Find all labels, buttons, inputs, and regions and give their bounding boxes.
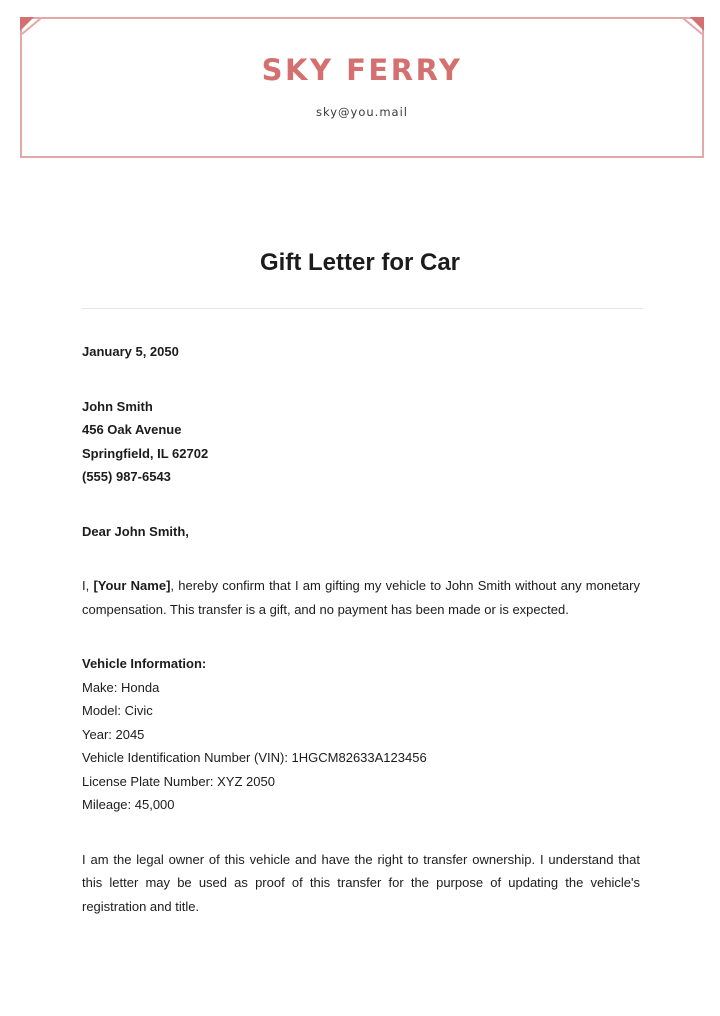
vehicle-info-heading: Vehicle Information: xyxy=(82,656,207,671)
brand-name: SKY FERRY xyxy=(261,53,463,87)
letter-body xyxy=(82,340,640,918)
title-divider xyxy=(82,308,643,309)
vehicle-vin: Vehicle Identification Number (VIN): 1HGCM82633A123456 xyxy=(82,750,427,765)
vehicle-make: Make: Honda xyxy=(82,679,160,695)
letterhead-box xyxy=(20,17,704,158)
recipient-phone: (555) 987-6543 xyxy=(82,469,171,484)
intro-text: , hereby confirm that I am gifting my vehicle to John Smith without any monetary compensation. This transfer is a gift, and no payment has been made or is expected. xyxy=(82,578,640,617)
vehicle-model: Model: Civic xyxy=(82,703,153,718)
intro-prefix: I, xyxy=(82,578,94,593)
recipient-name: John Smith xyxy=(82,398,153,414)
salutation: Dear John Smith, xyxy=(82,523,189,539)
vehicle-license-plate: License Plate Number: XYZ 2050 xyxy=(82,773,275,789)
vehicle-information xyxy=(82,652,640,817)
recipient-city-state-zip: Springfield, IL 62702 xyxy=(82,445,209,461)
recipient-address xyxy=(82,395,640,489)
letter-date: January 5, 2050 xyxy=(82,344,179,359)
placeholder-your-name: [Your Name] xyxy=(93,578,171,593)
recipient-street: 456 Oak Avenue xyxy=(82,422,182,437)
ownership-paragraph: I am the legal owner of this vehicle and have the right to transfer ownership. I understand that this letter may be used as proof of this transfer for the purpose of updating the vehicle's registration and title. xyxy=(82,851,640,914)
brand-email: sky@you.mail xyxy=(316,105,408,119)
intro-paragraph xyxy=(82,574,640,621)
document-title: Gift Letter for Car xyxy=(259,249,460,276)
vehicle-mileage: Mileage: 45,000 xyxy=(82,797,175,812)
vehicle-year: Year: 2045 xyxy=(82,726,145,742)
